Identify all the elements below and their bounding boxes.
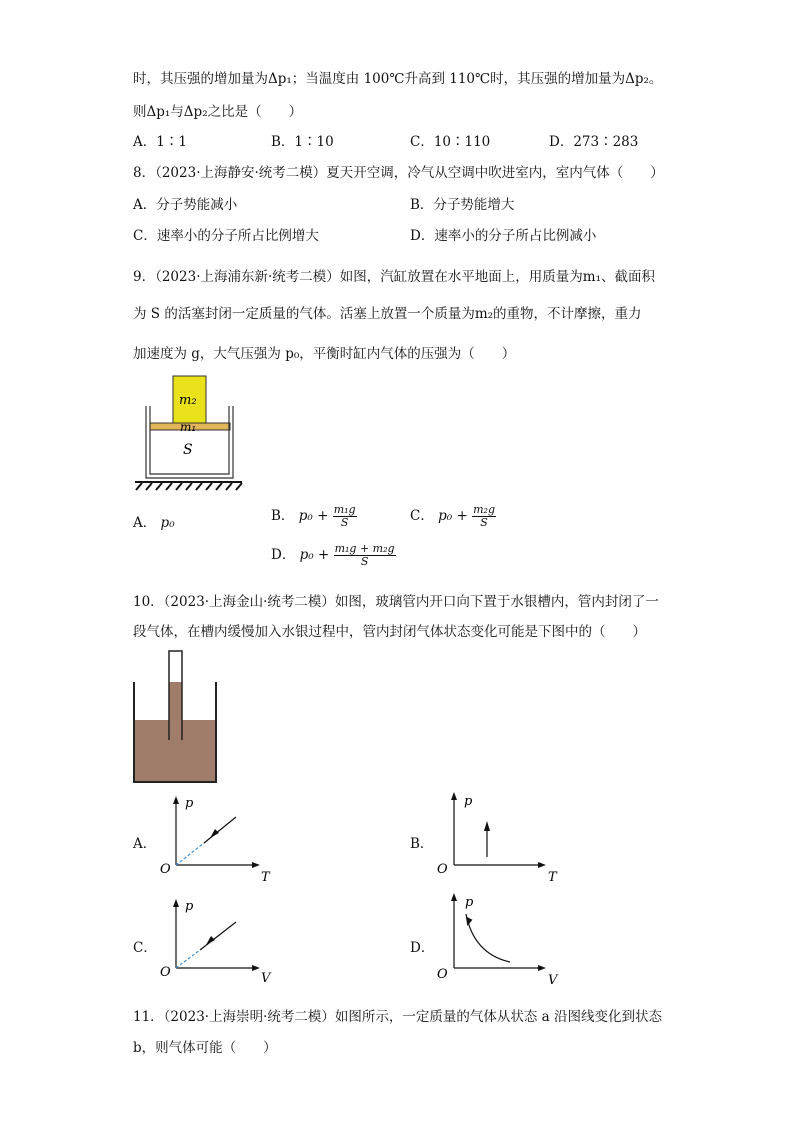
graph-b xyxy=(434,791,564,887)
q9-line1: 9．（2023·上海浦东新·统考二模）如图，汽缸放置在水平地面上，用质量为m₁、截面积 xyxy=(133,269,655,285)
ground-hatch xyxy=(136,483,242,490)
graph-b-xlabel: T xyxy=(548,870,557,885)
graph-d-ylabel: p xyxy=(465,895,474,910)
q10-option-d-label: D． xyxy=(410,940,435,956)
graph-a-ylabel: p xyxy=(185,796,194,811)
mercury xyxy=(135,682,215,781)
label-s: S xyxy=(183,442,193,458)
q7-option-a: A．1∶1 xyxy=(133,134,187,150)
q8-option-c: C．速率小的分子所占比例增大 xyxy=(133,228,319,244)
q8-option-d: D．速率小的分子所占比例减小 xyxy=(410,228,597,244)
q10-option-a-label: A． xyxy=(133,836,157,852)
q10-option-c-label: C． xyxy=(133,940,157,956)
graph-c xyxy=(156,898,276,988)
q7-option-b: B．1∶10 xyxy=(271,134,334,150)
q10-line2: 段气体，在槽内缓慢加入水银过程中，管内封闭气体状态变化可能是下图中的（ ） xyxy=(133,624,646,640)
mercury-tube-figure xyxy=(132,648,218,784)
glass-tube-top xyxy=(169,651,182,682)
graph-d-origin: O xyxy=(437,967,448,982)
q9-line3: 加速度为 g，大气压强为 p₀，平衡时缸内气体的压强为（ ） xyxy=(133,346,516,362)
q7-line2: 则Δp₁与Δp₂之比是（ ） xyxy=(133,104,303,120)
graph-b-origin: O xyxy=(437,862,448,877)
graph-a-origin: O xyxy=(160,862,171,877)
q9-option-a: A． p₀ xyxy=(133,515,175,531)
q9-line2: 为 S 的活塞封闭一定质量的气体。活塞上放置一个质量为m₂的重物，不计摩擦，重力 xyxy=(133,306,642,322)
q9-option-b: B． p₀ + $\frac{\text{m₁g}}{S}$ xyxy=(271,503,356,529)
q11-line1: 11．（2023·上海崇明·统考二模）如图所示，一定质量的气体从状态 a 沿图线变化到状态 xyxy=(133,1009,662,1025)
q10-option-b-label: B． xyxy=(410,836,434,852)
q10-line1: 10．（2023·上海金山·统考二模）如图，玻璃管内开口向下置于水银槽内，管内封闭了一 xyxy=(133,594,659,610)
q7-option-d: D．273∶283 xyxy=(549,134,639,150)
graph-c-origin: O xyxy=(160,965,171,980)
q8-stem: 8．（2023·上海静安·统考二模）夏天开空调，冷气从空调中吹进室内，室内气体（ ） xyxy=(133,165,664,181)
graph-c-xlabel: V xyxy=(261,971,271,986)
graph-a xyxy=(156,795,276,887)
graph-a-xlabel: T xyxy=(261,870,270,885)
q9-option-c: C． p₀ + $\frac{\text{m₂g}}{S}$ xyxy=(410,503,495,529)
graph-c-ylabel: p xyxy=(185,899,194,914)
label-m2: m₂ xyxy=(179,393,197,408)
label-m1: m₁ xyxy=(180,420,197,434)
q9-option-d: D． p₀ + $\frac{\text{m₁g + m₂g}}{S}$ xyxy=(271,542,395,568)
q11-line2: b，则气体可能（ ） xyxy=(133,1040,277,1056)
q7-line1: 时，其压强的增加量为Δp₁；当温度由 100℃升高到 110℃时，其压强的增加量为Δp₂。 xyxy=(133,71,663,87)
graph-b-ylabel: p xyxy=(464,794,473,809)
graph-d xyxy=(434,892,564,988)
q7-option-c: C．10∶110 xyxy=(410,134,491,150)
q8-option-a: A．分子势能减小 xyxy=(133,197,238,213)
graph-d-xlabel: V xyxy=(548,973,558,988)
cylinder-figure xyxy=(130,373,250,493)
q8-option-b: B．分子势能增大 xyxy=(410,197,515,213)
